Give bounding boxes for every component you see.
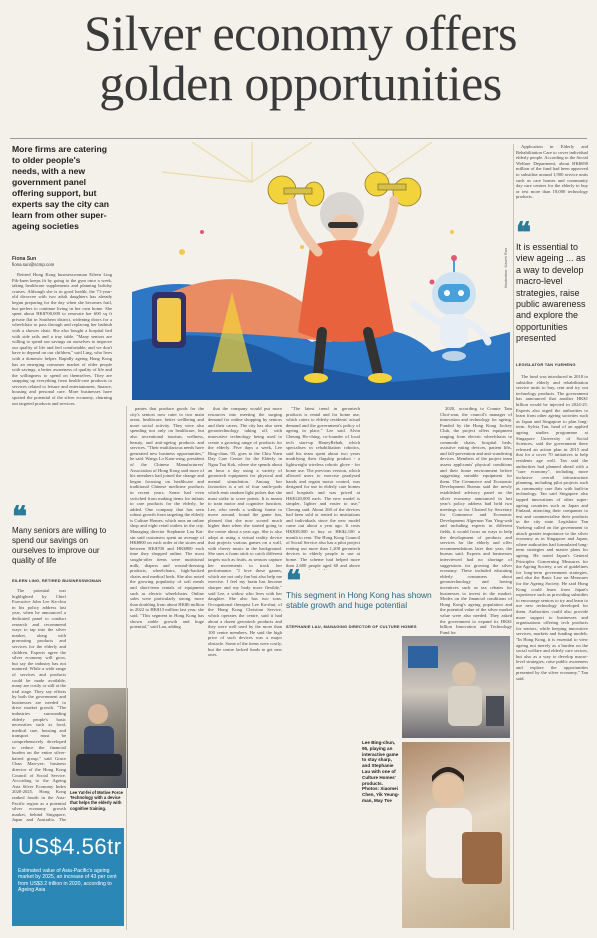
stat-caption: Estimated value of Asia-Pacific's ageing market by 2025, an increase of 43 per cent from US$3.2 trillion in 2020, according to Ageing Asia [18,868,117,894]
col4-paragraph: "The latest trend in gerontech products is rental and for home use, which caters to elderly residents' actual demand and the government's policy of ageing in place," Lee said. Alvin Cheung Ho-ching, co-founder of local tech start-up HoneyRehab, which specialises in rehabilitation robotics, said his team spent about two years modifying their flagship product - a lightweight wireless robotic glove - for home use. The previous version, which allowed users to exercise paralysed hands and regain motor control, was designed for use in elderly care homes and hospitals and was priced at HK$120,000 each. The new model is simpler, lighter and easier to use," Cheung said. About 260 of the devices had been sold or rented to institutions and individuals since the new model came out about a year ago. It costs HK$38,000 to buy or HK$2,100 a month to rent. The Hong Kong Council of Social Service also has a pilot project renting out more than 1,200 gerontech devices to elderly people to use at home. The scheme had helped more than 2,600 people aged 60 and above [286,406,360,568]
col2-paragraph: panies that produce goods for the city's seniors now cater to two main areas, healthcare, better wellbeing and more social activity. They were also spending not only on healthcare, but also recreational tourism, wellness, beauty, and anti-ageing products and services. "Their multifarious needs have generated new business opportunities," he said. Wangs Lo Kam-wing, president of the Chinese Manufacturers' Association of Hong Kong said more of his members had joined the change and began focusing on healthcare and traditional Chinese medicine products in recent years. Some had even switched from making items for infants to care products for the elderly, he added. One company that has seen robust growth from targeting the elderly is Culture Homes, which runs an online shop and eight retail outlets in the city. Managing director Stephanie Lau Kai-sin said customers spent an average of HK$800 on each order at the stores and between HK$700 and HK$800 each time they shopped online. The most sought-after items were nutritional milk, diapers and wound-dressing products, wheelchairs, high-backed chairs and medical beds. She also noted the growing popularity of soft meals and short-term rentals of equipment such as electric wheelchairs. Online sales were particularly strong, more than doubling from about HK$6 million in 2022 to HK$13 million last year, she said. "This segment in Hong Kong has shown stable growth and huge potential," said Lau, adding [130,406,204,630]
col1-lower-paragraph: The potential was highlighted by Chief Executive John Lee Ka-chiu in his policy address last year, when he announced a dedicated panel to conduct research and recommend ways to tap into the silver market, along with promoting products and services for the elderly and children. Experts agree the silver economy will grow, but say the industry has not matured. While a wide range of services and products could be made available, many are costly or still at the trial stage. They say efforts by both the government and businesses are needed to drive market growth. "The industries surrounding elderly people's basic necessities such as food, medical care, housing and transport must be comprehensively developed to reduce the financial burden on the entire silver-haired group," said Grace Chan Man-yee, business director of the Hong Kong Council of Social Service. According to the Ageing Asia Silver Economy Index 2020-2025, Hong Kong ranked fourth in the Asia-Pacific region as a potential silver economy growth market, behind Singapore, Japan and Australia. The [12,588,66,823]
byline [12,256,110,268]
headline-line-1: Silver economy offers [84,5,517,61]
col6-lower-paragraph: The fund was introduced in 2018 to subsidise elderly and rehabilitation service units to buy, rent and try out technology products. The government has announced that another HK$1 billion would be injected in 2024-25. Experts also urged the authorities to learn from other ageing societies such as Japan and Singapore to plan long-term. Sylvia Tan, head of an applied ageing studies programme at Singapore University of Social Sciences, said the government there released an action plan in 2015 and that for a cover 70 initiatives to help residents age well. Tan said the authorities had planned ahead with a "care economy", including more inclusive overall infrastructure planning, including pilot projects such as community care flats with built-in technology. Tan said Singapore also tapped innovations of other super-ageing countries such as Japan and Finland, attracting their companies to test and commercialise their products in the city state. Legislator Tan Yueheng called on the government to attach greater importance to the silver economy as in Singapore and Japan, where authorities had formulated long-term strategies and master plans for ageing. He noted Japan's General Principles Concerning Measures for the Ageing Society, a set of guidelines for long-term government strategies, and also the Basic Law on Measures for the Ageing Society. He said Hong Kong could learn from Japan's experience such as providing subsidies to encourage seniors to try and learn to use new technology developed for them. Authorities could also provide more support to businesses and organisations offering tech products for seniors, while keeping innovative services, markets and funding models. "In Hong Kong, it is essential to view ageing not merely as a burden on the social welfare and elderly care sectors, but also as a way to develop macro-level strategies, raise public awareness and explore the opportunities presented by the silver economy," Tan said. [516,374,588,682]
intro-text [12,272,112,502]
col4-text [286,406,360,570]
pullquote-right: It is essential to view ageing ... as a way to develop macro-level strategies, raise public awareness and explore the opportunities presented [516,242,586,344]
standfirst: More firms are catering to older people's needs, with a new government panel offering support, but experts say the city can learn from other super-ageing societies [12,144,109,231]
pullquote-mid: This segment in Hong Kong has shown stable growth and huge potential [286,590,432,611]
byline-name: Fiona Sun [12,256,37,262]
col6-lower-text [516,374,588,930]
photo-lee-bing-chun [402,636,510,738]
headline-line-2: golden opportunities [99,55,502,111]
column-divider [513,144,514,930]
col3-paragraph: that the company would put more resources into meeting the surging demand for online shopping by seniors and their carers. The city has also seen gerontechnology taking off, with innovative technology being used to create a growing range of products for the elderly. Five days a week, Lee Bing-chun, 95, goes to the Chiu Yuen Day Care Centre for the Elderly in Ngau Tau Kok, where she spends about an hour a day using a variety of gerontech equipment for physical and mental stimulation. Among her favourites is a set of four smile-pods which emit random light pulses that she must strike to score points. It is meant to train motor and cognitive function. Lee, who needs a walking frame to move around, found the game fun, pleased that she now scored much higher than when she started going to the centre about a year ago. She is also adept at using a virtual reality device that projects various games on a wall, with cheery music in the background. She uses a foam stick to catch different targets such as fruits, as sensors capture her movements to track her performance. "I love these games, which are not only fun but also help me exercise. I feel my brain has become sharper and my body more flexible," said Lee, a widow who lives with her daughter. She also has two sons. Occupational therapist Lee Ka-shui, of the Hong Kong Christian Service, which operates the centre, said it had about a dozen gerontech products and they were well used by the more than 100 centre members. He said the high price of such devices was a major obstacle. Some of the items were costly, but the centre lacked funds to get new ones. [208,406,282,658]
headline [18,5,583,111]
pullquote-right-attribution: LEGISLATOR TAN YUEHENG [516,362,576,367]
photo-lee-yat-fei [70,688,128,788]
photo-stephanie-lau [402,742,510,928]
photo-caption-left: Lee Yat-fei of Motive Force Technology with a device that helps the elderly with cognitive training. [70,790,123,811]
pullquote-left: Many seniors are willing to spend our savings on ourselves to improve our quality of life [12,526,107,565]
quote-icon: ❝ [286,566,302,597]
photo-caption-mid: Lee Bing-chun, 95, playing an interactive game to stay sharp, and Stephanie Lau with one of Culture Homes' products. Photos: Xiaomei Chen, Yik Yeung-man, May Tse [362,740,400,803]
col5-paragraph: 2020, according to Connie Tam Choi-wan, the council's manager of innovation and technology for ageing. Funded by the Hong Kong Jockey Club, the project offers equipment ranging from electric wheelchairs to commode chairs, hospital beds, assistive eating devices, patient lifts, and fall-prevention and anti-wandering devices. Members of the project team assess applicants' physical conditions and their home environment before suggesting suitable equipment for them. The Commerce and Economic Development Bureau said the newly established advisory panel on the silver economy announced in last year's policy address had held two meetings so far. Chaired by Secretary for Commerce and Economic Development Algernon Yau Ying-wah and including experts in different fields, it would focus on ways to help the development of products and services for the elderly and offer recommendations later that year, the bureau said. Experts and businesses interviewed had no shortage of suggestions for growing the silver economy. These included educating elderly consumers about gerontechnology and having incentives such as tax rebates for businesses to invest in the market. Modes on the financial conditions of Hong Kong's ageing population and the potential value of the silver market value were also needed. They asked the government to expand its HK$1 billion Innovation and Technology Fund for [440,406,512,634]
col2-text [130,406,204,930]
illustration-elderly-robot [132,142,510,400]
headline-divider [10,138,587,139]
byline-email: fiona.sun@scmp.com [12,262,55,267]
col1-lower-text-a [12,588,66,824]
col3-text [208,406,282,930]
product-photo [402,742,510,928]
col5-text [440,406,512,634]
stat-box [12,828,124,926]
stat-value: US$4.56tr [18,834,122,859]
pullquote-mid-attribution: STEPHANIE LAU, MANAGING DIRECTOR OF CULTURE HOMES [286,624,417,629]
game-photo [402,636,510,738]
intro-paragraph: Retired Hong Kong businesswoman Eileen Ling Pik-kuen keeps fit by going to the gym once a week, taking healthcare supplements and planning holiday cruises. Although she is in good health, the 71-year-old divorcee with two adult daughters has already begun preparing for the day when she becomes frail, but prefers to continue living in her own home. She spent about HK$700,000 to renovate her 600 sq ft private flat in Southern district, widening doors for a wheelchair to pass through and replacing her bathtub with a shower chair. She also bought a hospital bed with side rails and a tray table. "Many seniors are willing to spend our savings on ourselves to improve our quality of life and feel comfortable, and we don't have to depend on our children," said Ling, who lives with a domestic helper. Rapidly ageing Hong Kong has an emerging consumer market of older people with savings, a better awareness of quality of life and the willingness to spend on themselves. They are snapping up everything from health-care products to services related to leisure and entertainment, finance, housing and personal care. More businesses have spotted the potential of the silver economy, churning out targeted products and services. [12,272,112,406]
quote-icon: ❝ [516,218,532,249]
pullquote-left-attribution: EILEEN LING, RETIRED BUSINESSWOMAN [12,578,102,583]
device-photo [70,688,128,788]
col6-top-text [516,144,588,220]
col4-lower-text [286,634,360,930]
col6-top-paragraph: Application in Elderly and Rehabilitation Care to cover individual elderly people. According to the Social Welfare Department, about HK$690 million of the fund had been approved to subsidise around 1,900 service units such as care homes and community day care centres for the elderly to buy or test more than 18,000 technology products. [516,144,588,200]
quote-icon: ❝ [12,502,28,533]
column-divider [126,406,127,930]
illustration-credit: Illustration: Kaveh Rao [503,247,508,288]
